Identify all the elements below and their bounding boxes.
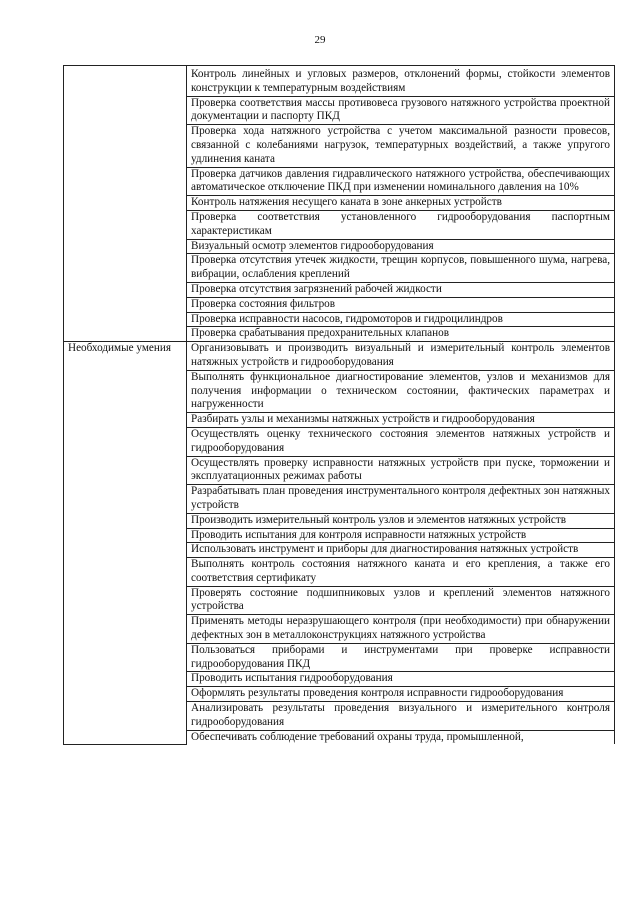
table-cell: Проводить испытания для контроля исправности натяжных устройств (187, 528, 615, 543)
table-cell: Организовывать и производить визуальный и измерительный контроль элементов натяжных устройств и гидрооборудования (187, 342, 615, 371)
table-cell: Визуальный осмотр элементов гидрооборудования (187, 239, 615, 254)
section-label (64, 66, 187, 342)
table-cell: Применять методы неразрушающего контроля (при необходимости) при обнаружении дефектных зон в металлоконструкциях натяжного устройства (187, 615, 615, 644)
table-cell: Проверка соответствия установленного гидрооборудования паспортным характеристикам (187, 210, 615, 239)
table-cell: Проверять состояние подшипниковых узлов и креплений элементов натяжного устройства (187, 586, 615, 615)
table-cell: Проводить испытания гидрооборудования (187, 672, 615, 687)
table-cell: Выполнять функциональное диагностирование элементов, узлов и механизмов для получения информации о техническом состоянии, фактических параметрах и нагруженности (187, 370, 615, 412)
page-number: 29 (314, 34, 326, 46)
table-cell: Осуществлять оценку технического состояния элементов натяжных устройств и гидрооборудования (187, 427, 615, 456)
table-cell: Проверка исправности насосов, гидромоторов и гидроцилиндров (187, 312, 615, 327)
table-cell: Контроль натяжения несущего каната в зоне анкерных устройств (187, 196, 615, 211)
table-cell: Проверка датчиков давления гидравлического натяжного устройства, обеспечивающих автоматическое отключение ПКД при изменении номинального давления на 10% (187, 167, 615, 196)
table-cell: Проверка состояния фильтров (187, 297, 615, 312)
table-cell: Разрабатывать план проведения инструментального контроля дефектных зон натяжных устройств (187, 485, 615, 514)
table-cell: Проверка отсутствия загрязнений рабочей жидкости (187, 282, 615, 297)
table-cell: Проверка соответствия массы противовеса грузового натяжного устройства проектной документации и паспорту ПКД (187, 96, 615, 125)
table-cell: Проверка хода натяжного устройства с учетом максимальной разности провесов, связанной с колебаниями нагрузок, температурных воздействий, а также упругого удлинения каната (187, 125, 615, 167)
table-cell: Обеспечивать соблюдение требований охраны труда, промышленной, (187, 730, 615, 744)
table-cell: Проверка срабатывания предохранительных клапанов (187, 327, 615, 342)
section-label: Необходимые умения (64, 342, 187, 745)
table-cell: Производить измерительный контроль узлов и элементов натяжных устройств (187, 513, 615, 528)
table-cell: Выполнять контроль состояния натяжного каната и его крепления, а также его соответствия сертификату (187, 558, 615, 587)
table-row (64, 342, 615, 371)
table-cell: Оформлять результаты проведения контроля исправности гидрооборудования (187, 687, 615, 702)
table-body (64, 66, 615, 745)
table-cell: Разбирать узлы и механизмы натяжных устройств и гидрооборудования (187, 413, 615, 428)
table-cell: Осуществлять проверку исправности натяжных устройств при пуске, торможении и эксплуатационных режимах работы (187, 456, 615, 485)
table-row (64, 66, 615, 97)
table-cell: Пользоваться приборами и инструментами при проверке исправности гидрооборудования ПКД (187, 643, 615, 672)
table-cell: Использовать инструмент и приборы для диагностирования натяжных устройств (187, 543, 615, 558)
requirements-table (63, 65, 615, 745)
table-cell: Анализировать результаты проведения визуального и измерительного контроля гидрооборудования (187, 702, 615, 731)
table-cell: Проверка отсутствия утечек жидкости, трещин корпусов, повышенного шума, нагрева, вибрации, ослабления креплений (187, 254, 615, 283)
table-cell: Контроль линейных и угловых размеров, отклонений формы, стойкости элементов конструкции к температурным воздействиям (187, 66, 615, 97)
